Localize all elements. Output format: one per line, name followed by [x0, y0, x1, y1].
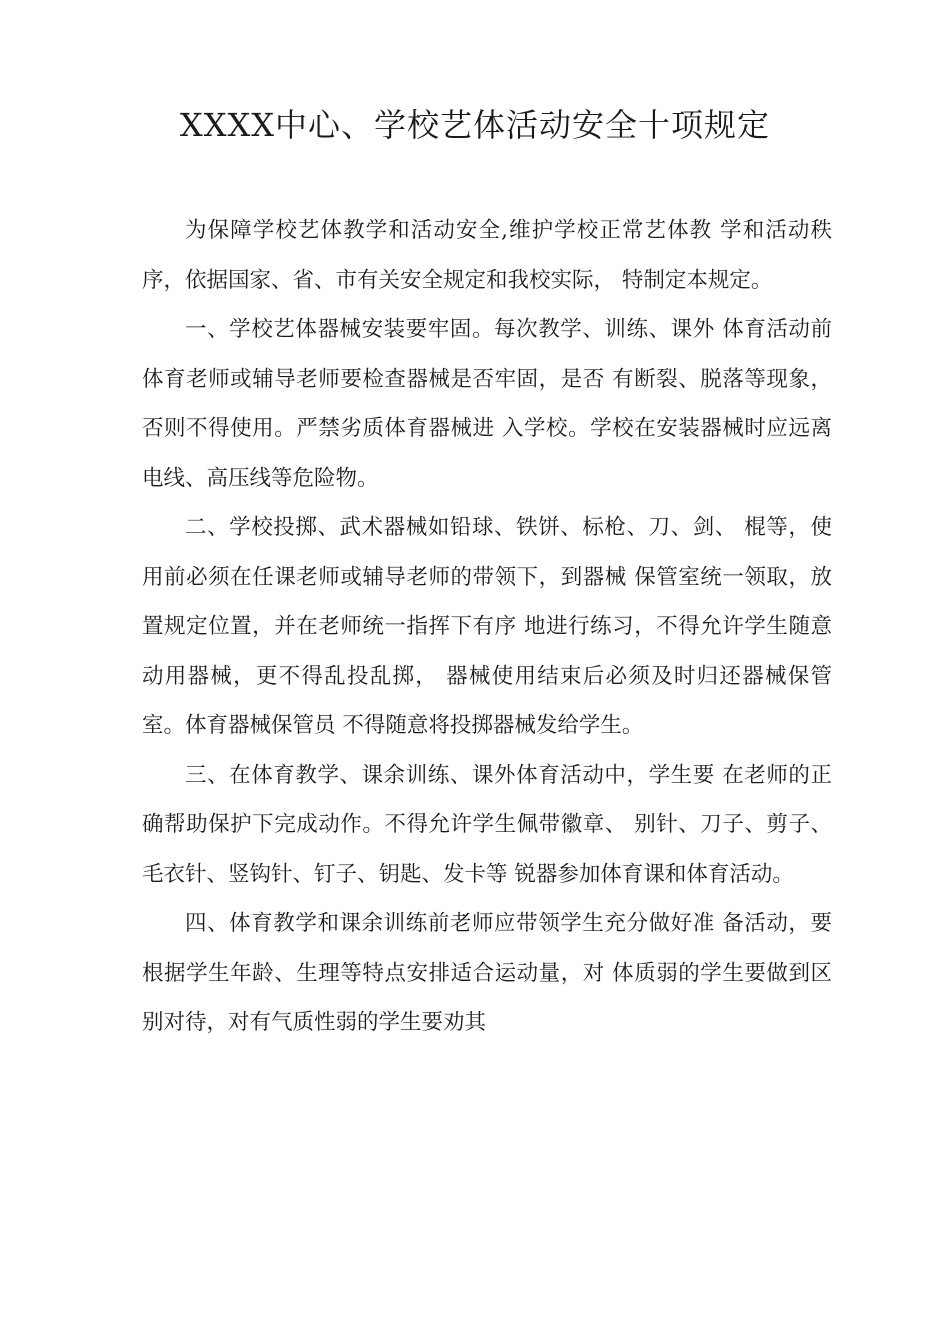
document-title: XXXX中心、学校艺体活动安全十项规定	[179, 106, 771, 144]
document-body	[142, 206, 832, 1048]
paragraph-rule-4: 四、体育教学和课余训练前老师应带领学生充分做好准 备活动，要根据学生年龄、生理等特点安排适合运动量，对 体质弱的学生要做到区别对待，对有气质性弱的学生要劝其	[142, 911, 832, 1035]
paragraph-intro: 为保障学校艺体教学和活动安全,维护学校正常艺体教 学和活动秩序，依据国家、省、市有关安全规定和我校实际， 特制定本规定。	[142, 218, 832, 293]
paragraph-rule-2: 二、学校投掷、武术器械如铅球、铁饼、标枪、刀、剑、 棍等，使用前必须在任课老师或辅导老师的带领下，到器械 保管室统一领取，放置规定位置，并在老师统一指挥下有序 地进行练习，不得允许学生随意动用器械，更不得乱投乱掷， 器械使用结束后必须及时归还器械保管室。体育器械保管员 不得随意将投掷器械发给学生。	[142, 515, 832, 738]
paragraph-rule-1: 一、学校艺体器械安装要牢固。每次教学、训练、课外 体育活动前体育老师或辅导老师要检查器械是否牢固，是否 有断裂、脱落等现象，否则不得使用。严禁劣质体育器械进 入学校。学校在安装器械时应远离电线、高压线等危险物。	[142, 317, 832, 491]
paragraph-rule-3: 三、在体育教学、课余训练、课外体育活动中，学生要 在老师的正确帮助保护下完成动作。不得允许学生佩带徽章、 别针、刀子、剪子、毛衣针、竖钩针、钉子、钥匙、发卡等 锐器参加体育课和体育活动。	[142, 762, 832, 887]
